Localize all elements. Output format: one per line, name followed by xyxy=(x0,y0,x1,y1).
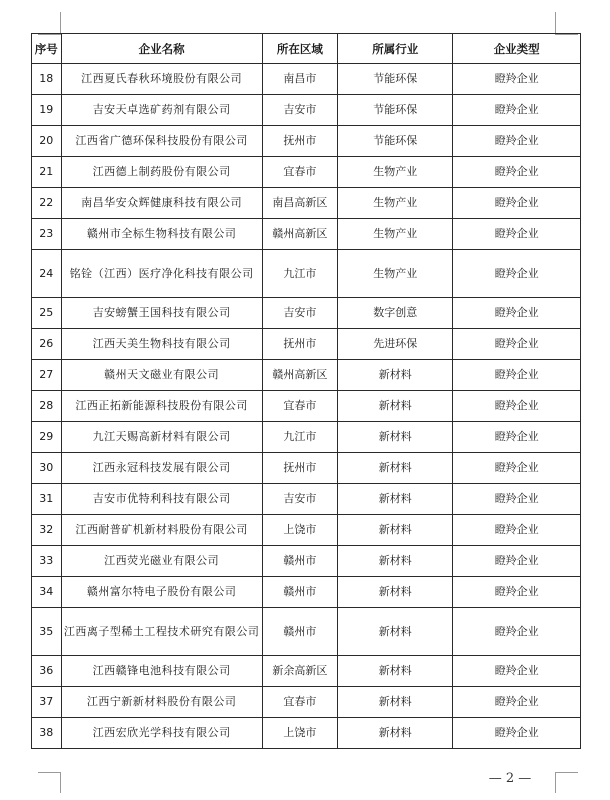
table-row xyxy=(32,422,581,453)
row-industry: 生物产业 xyxy=(338,250,453,298)
row-company-name: 吉安市优特利科技有限公司 xyxy=(61,484,262,515)
row-industry: 节能环保 xyxy=(338,64,453,95)
row-company-type: 瞪羚企业 xyxy=(453,360,581,391)
row-company-type: 瞪羚企业 xyxy=(453,64,581,95)
row-company-type: 瞪羚企业 xyxy=(453,329,581,360)
row-region: 南昌高新区 xyxy=(262,188,338,219)
table-row xyxy=(32,219,581,250)
row-region: 宜春市 xyxy=(262,157,338,188)
row-serial-number: 31 xyxy=(32,484,62,515)
table-row xyxy=(32,608,581,656)
row-serial-number: 23 xyxy=(32,219,62,250)
row-company-type: 瞪羚企业 xyxy=(453,157,581,188)
table-row xyxy=(32,298,581,329)
row-region: 九江市 xyxy=(262,250,338,298)
table-row xyxy=(32,250,581,298)
table-row xyxy=(32,687,581,718)
row-company-name: 吉安螃蟹王国科技有限公司 xyxy=(61,298,262,329)
row-company-type: 瞪羚企业 xyxy=(453,484,581,515)
row-region: 赣州高新区 xyxy=(262,360,338,391)
row-region: 赣州市 xyxy=(262,546,338,577)
row-company-type: 瞪羚企业 xyxy=(453,391,581,422)
row-serial-number: 35 xyxy=(32,608,62,656)
row-region: 抚州市 xyxy=(262,126,338,157)
row-company-name: 江西正拓新能源科技股份有限公司 xyxy=(61,391,262,422)
row-industry: 新材料 xyxy=(338,608,453,656)
row-region: 抚州市 xyxy=(262,453,338,484)
header-industry: 所属行业 xyxy=(338,34,453,64)
row-company-name: 九江天赐高新材料有限公司 xyxy=(61,422,262,453)
row-industry: 新材料 xyxy=(338,484,453,515)
row-company-type: 瞪羚企业 xyxy=(453,608,581,656)
row-company-name: 赣州市全标生物科技有限公司 xyxy=(61,219,262,250)
row-serial-number: 27 xyxy=(32,360,62,391)
row-industry: 新材料 xyxy=(338,515,453,546)
table-row xyxy=(32,64,581,95)
row-region: 吉安市 xyxy=(262,298,338,329)
row-serial-number: 18 xyxy=(32,64,62,95)
row-serial-number: 38 xyxy=(32,718,62,749)
row-company-type: 瞪羚企业 xyxy=(453,687,581,718)
page-number: — 2 — xyxy=(488,771,532,786)
row-company-name: 江西宏欣光学科技有限公司 xyxy=(61,718,262,749)
row-serial-number: 21 xyxy=(32,157,62,188)
table-row xyxy=(32,95,581,126)
table-row xyxy=(32,157,581,188)
header-company-name: 企业名称 xyxy=(61,34,262,64)
row-company-type: 瞪羚企业 xyxy=(453,188,581,219)
row-serial-number: 29 xyxy=(32,422,62,453)
row-serial-number: 26 xyxy=(32,329,62,360)
header-region: 所在区域 xyxy=(262,34,338,64)
row-industry: 生物产业 xyxy=(338,219,453,250)
crop-mark-top-right xyxy=(555,12,578,35)
row-serial-number: 32 xyxy=(32,515,62,546)
row-company-name: 江西荧光磁业有限公司 xyxy=(61,546,262,577)
row-company-type: 瞪羚企业 xyxy=(453,250,581,298)
row-region: 新余高新区 xyxy=(262,656,338,687)
row-industry: 新材料 xyxy=(338,577,453,608)
table-row xyxy=(32,391,581,422)
row-company-type: 瞪羚企业 xyxy=(453,298,581,329)
row-company-name: 江西宁新新材料股份有限公司 xyxy=(61,687,262,718)
row-company-type: 瞪羚企业 xyxy=(453,656,581,687)
row-industry: 新材料 xyxy=(338,422,453,453)
table-row xyxy=(32,360,581,391)
row-company-name: 江西德上制药股份有限公司 xyxy=(61,157,262,188)
row-industry: 生物产业 xyxy=(338,188,453,219)
row-company-name: 江西夏氏春秋环境股份有限公司 xyxy=(61,64,262,95)
row-region: 赣州高新区 xyxy=(262,219,338,250)
row-region: 宜春市 xyxy=(262,687,338,718)
row-serial-number: 30 xyxy=(32,453,62,484)
crop-mark-top-left xyxy=(38,12,61,35)
row-company-name: 江西永冠科技发展有限公司 xyxy=(61,453,262,484)
header-serial-number: 序号 xyxy=(32,34,62,64)
table-body xyxy=(32,64,581,749)
row-industry: 新材料 xyxy=(338,687,453,718)
row-serial-number: 25 xyxy=(32,298,62,329)
row-region: 吉安市 xyxy=(262,95,338,126)
row-company-name: 江西离子型稀土工程技术研究有限公司 xyxy=(61,608,262,656)
row-region: 宜春市 xyxy=(262,391,338,422)
row-industry: 新材料 xyxy=(338,656,453,687)
row-company-name: 江西耐普矿机新材料股份有限公司 xyxy=(61,515,262,546)
row-industry: 新材料 xyxy=(338,718,453,749)
row-industry: 节能环保 xyxy=(338,126,453,157)
row-serial-number: 34 xyxy=(32,577,62,608)
row-serial-number: 28 xyxy=(32,391,62,422)
table-row xyxy=(32,484,581,515)
row-company-name: 铭铨（江西）医疗净化科技有限公司 xyxy=(61,250,262,298)
table-row xyxy=(32,718,581,749)
row-company-type: 瞪羚企业 xyxy=(453,219,581,250)
header-company-type: 企业类型 xyxy=(453,34,581,64)
table-row xyxy=(32,126,581,157)
table-row xyxy=(32,453,581,484)
row-company-type: 瞪羚企业 xyxy=(453,546,581,577)
row-company-name: 江西赣锋电池科技有限公司 xyxy=(61,656,262,687)
row-company-name: 吉安天卓选矿药剂有限公司 xyxy=(61,95,262,126)
row-serial-number: 24 xyxy=(32,250,62,298)
row-industry: 新材料 xyxy=(338,546,453,577)
row-company-type: 瞪羚企业 xyxy=(453,126,581,157)
row-serial-number: 20 xyxy=(32,126,62,157)
row-industry: 数字创意 xyxy=(338,298,453,329)
table-row xyxy=(32,656,581,687)
row-region: 上饶市 xyxy=(262,718,338,749)
row-region: 上饶市 xyxy=(262,515,338,546)
row-region: 九江市 xyxy=(262,422,338,453)
row-company-type: 瞪羚企业 xyxy=(453,453,581,484)
row-industry: 生物产业 xyxy=(338,157,453,188)
table-row xyxy=(32,329,581,360)
table-row xyxy=(32,188,581,219)
row-company-name: 江西天美生物科技有限公司 xyxy=(61,329,262,360)
table-row xyxy=(32,577,581,608)
row-serial-number: 37 xyxy=(32,687,62,718)
row-company-type: 瞪羚企业 xyxy=(453,577,581,608)
row-industry: 先进环保 xyxy=(338,329,453,360)
row-company-type: 瞪羚企业 xyxy=(453,718,581,749)
row-region: 南昌市 xyxy=(262,64,338,95)
row-industry: 新材料 xyxy=(338,360,453,391)
row-region: 赣州市 xyxy=(262,577,338,608)
row-company-name: 赣州富尔特电子股份有限公司 xyxy=(61,577,262,608)
crop-mark-bottom-right xyxy=(555,772,578,793)
table-row xyxy=(32,515,581,546)
row-serial-number: 36 xyxy=(32,656,62,687)
row-serial-number: 19 xyxy=(32,95,62,126)
row-company-type: 瞪羚企业 xyxy=(453,515,581,546)
row-industry: 新材料 xyxy=(338,391,453,422)
row-company-type: 瞪羚企业 xyxy=(453,95,581,126)
row-serial-number: 22 xyxy=(32,188,62,219)
table-row xyxy=(32,546,581,577)
crop-mark-bottom-left xyxy=(38,772,61,793)
row-company-name: 江西省广德环保科技股份有限公司 xyxy=(61,126,262,157)
row-region: 赣州市 xyxy=(262,608,338,656)
enterprise-table xyxy=(31,33,581,749)
row-industry: 新材料 xyxy=(338,453,453,484)
row-region: 抚州市 xyxy=(262,329,338,360)
row-serial-number: 33 xyxy=(32,546,62,577)
row-company-type: 瞪羚企业 xyxy=(453,422,581,453)
row-region: 吉安市 xyxy=(262,484,338,515)
row-industry: 节能环保 xyxy=(338,95,453,126)
table-header-row xyxy=(32,34,581,64)
row-company-name: 南昌华安众辉健康科技有限公司 xyxy=(61,188,262,219)
row-company-name: 赣州天文磁业有限公司 xyxy=(61,360,262,391)
